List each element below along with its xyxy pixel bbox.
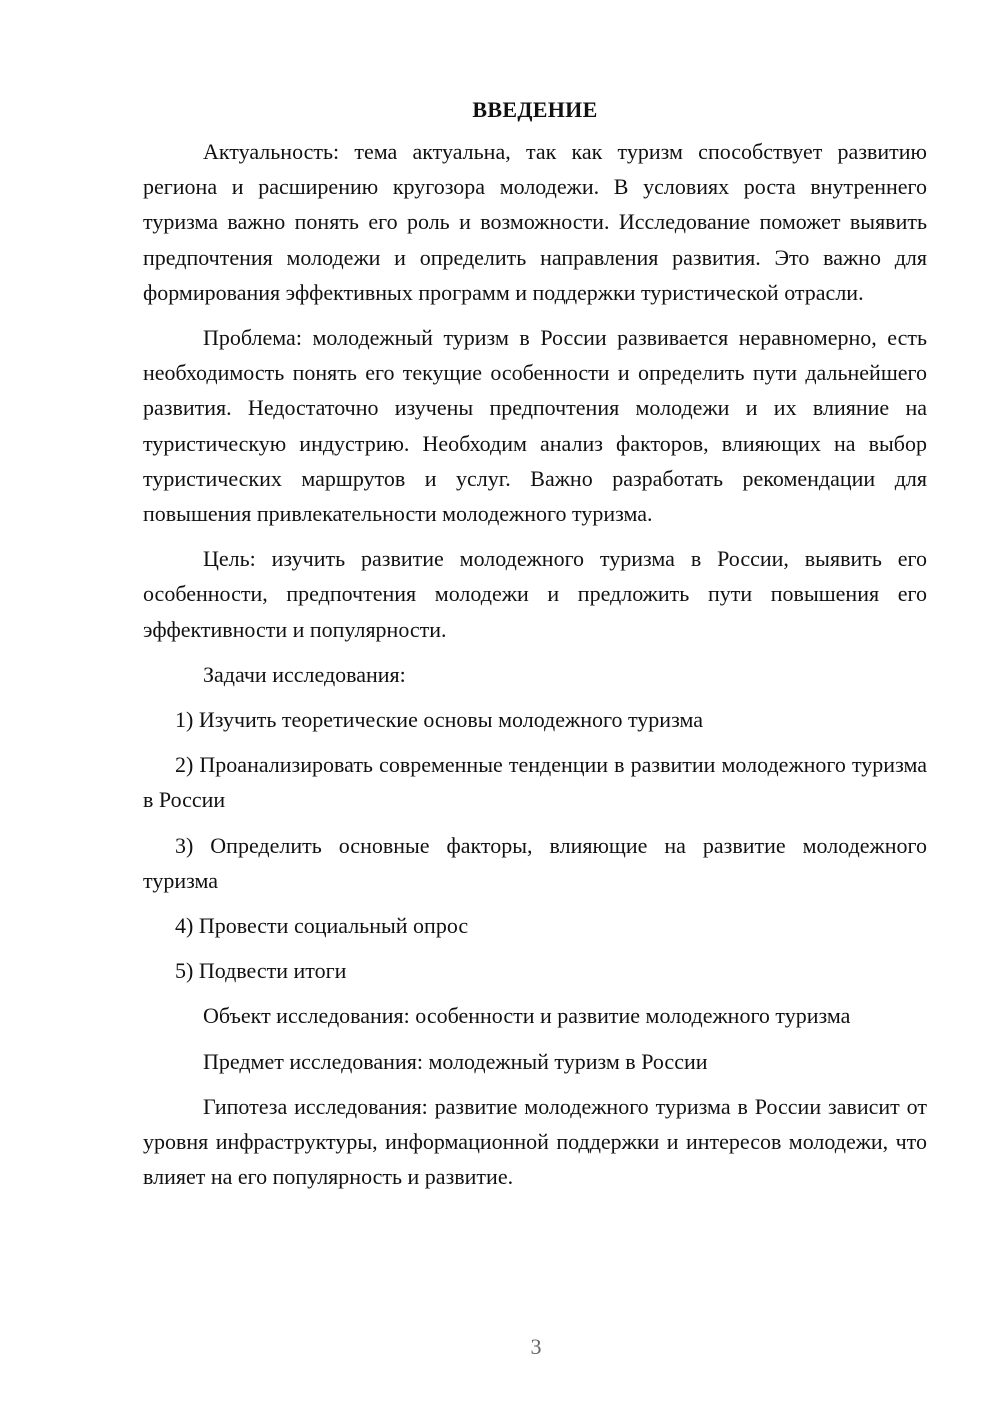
task-item-5: 5) Подвести итоги xyxy=(175,958,347,984)
section-title: ВВЕДЕНИЕ xyxy=(472,97,598,122)
subject-paragraph: Предмет исследования: молодежный туризм в России xyxy=(203,1048,708,1074)
object-paragraph: Объект исследования: особенности и развитие молодежного туризма xyxy=(203,1003,851,1029)
page-number: 3 xyxy=(530,1334,542,1359)
task-item-2: 2) Проанализировать современные тенденции в развитии молодежного туризма в России xyxy=(143,752,927,813)
goal-paragraph: Цель: изучить развитие молодежного туризма в России, выявить его особенности, предпочтения молодежи и предложить пути повышения его эффективности и популярности. xyxy=(143,546,927,642)
hypothesis-paragraph: Гипотеза исследования: развитие молодежного туризма в России зависит от уровня инфраструктуры, информационной поддержки и интересов молодежи, что влияет на его популярность и развитие. xyxy=(143,1093,927,1190)
problem-paragraph: Проблема: молодежный туризм в России развивается неравномерно, есть необходимость понять его текущие особенности и определить пути дальнейшего развития. Недостаточно изучены предпочтения молодежи и их влияние на туристическую индустрию. Необходим анализ факторов, влияющих на выбор туристических маршрутов и услуг. Важно разработать рекомендации для повышения привлекательности молодежного туризма. xyxy=(143,325,927,527)
tasks-heading: Задачи исследования: xyxy=(203,661,406,687)
task-item-4: 4) Провести социальный опрос xyxy=(175,913,469,939)
task-item-1: 1) Изучить теоретические основы молодежного туризма xyxy=(175,707,703,733)
page-content xyxy=(143,92,927,1204)
task-item-3: 3) Определить основные факторы, влияющие на развитие молодежного туризма xyxy=(143,832,927,893)
relevance-paragraph: Актуальность: тема актуальна, так как туризм способствует развитию региона и расширению кругозора молодежи. В условиях роста внутреннего туризма важно понять его роль и возможности. Исследование поможет выявить предпочтения молодежи и определить направления развития. Это важно для формирования эффективных программ и поддержки туристической отрасли. xyxy=(143,139,927,305)
